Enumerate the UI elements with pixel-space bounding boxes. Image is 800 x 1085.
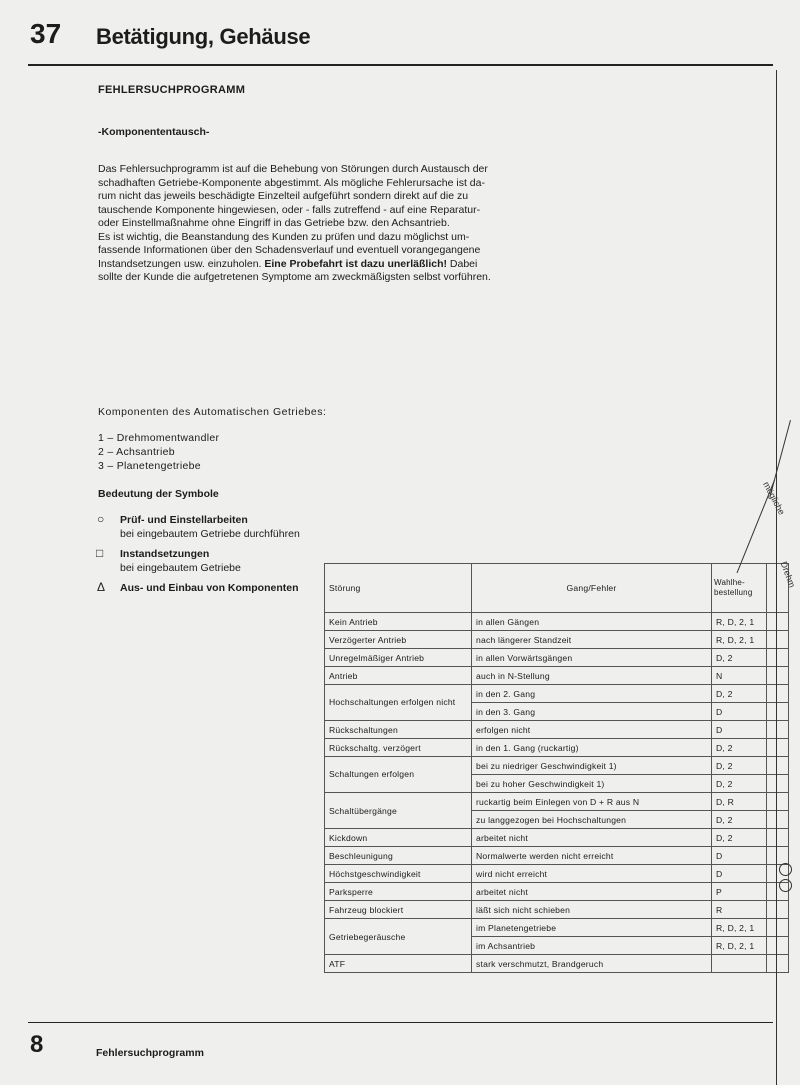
cell-wahl: R, D, 2, 1 xyxy=(712,919,767,937)
cell-gang: läßt sich nicht schieben xyxy=(472,901,712,919)
footer-text: Fehlersuchprogramm xyxy=(96,1047,204,1059)
table-row xyxy=(325,739,789,757)
sub-heading: -Komponententausch- xyxy=(98,126,210,138)
cell-wahl: D, 2 xyxy=(712,739,767,757)
cell-extra xyxy=(767,631,789,649)
cell-wahl: R, D, 2, 1 xyxy=(712,613,767,631)
intro-line: oder Einstellmaßnahme ohne Eingriff in das Getriebe bzw. den Achsantrieb. xyxy=(98,217,450,229)
intro2-line: Es ist wichtig, die Beanstandung des Kunden zu prüfen und dazu möglichst um- xyxy=(98,230,470,243)
cell-wahl: R xyxy=(712,901,767,919)
table-row xyxy=(325,613,789,631)
header-gang: Gang/Fehler xyxy=(472,564,712,613)
cell-wahl: D, 2 xyxy=(712,811,767,829)
cell-wahl: P xyxy=(712,883,767,901)
cell-stoerung: Parksperre xyxy=(325,883,472,901)
intro-paragraph xyxy=(98,163,548,285)
header-stoerung: Störung xyxy=(325,564,472,613)
cell-wahl: D xyxy=(712,703,767,721)
cell-wahl: D xyxy=(712,847,767,865)
cell-gang: stark verschmutzt, Brandgeruch xyxy=(472,955,712,973)
section-number: 37 xyxy=(30,18,62,49)
cell-stoerung: Rückschaltg. verzögert xyxy=(325,739,472,757)
cell-stoerung: Kickdown xyxy=(325,829,472,847)
cell-wahl xyxy=(712,955,767,973)
cell-wahl: D, R xyxy=(712,793,767,811)
cell-extra xyxy=(767,667,789,685)
intro-line: rum nicht das jeweils beschädigte Einzelteil aufgeführt sondern direkt auf die zu xyxy=(98,190,469,202)
main-heading: FEHLERSUCHPROGRAMM xyxy=(98,84,246,96)
table-row xyxy=(325,685,789,703)
cell-stoerung: Verzögerter Antrieb xyxy=(325,631,472,649)
cell-extra xyxy=(767,937,789,955)
cell-stoerung: Schaltungen erfolgen xyxy=(325,757,472,793)
table-row xyxy=(325,883,789,901)
symbols-title: Bedeutung der Symbole xyxy=(98,488,219,500)
table-row xyxy=(325,631,789,649)
cell-wahl: D xyxy=(712,721,767,739)
square-symbol-icon: □ xyxy=(96,546,104,560)
cell-extra xyxy=(767,901,789,919)
table-row xyxy=(325,757,789,775)
cell-gang: arbeitet nicht xyxy=(472,883,712,901)
cell-extra xyxy=(767,721,789,739)
cell-gang: Normalwerte werden nicht erreicht xyxy=(472,847,712,865)
side-label-drehm: Drehm xyxy=(778,560,798,589)
cell-wahl: D, 2 xyxy=(712,775,767,793)
cell-wahl: D, 2 xyxy=(712,649,767,667)
cell-extra xyxy=(767,757,789,775)
cell-gang: bei zu niedriger Geschwindigkeit 1) xyxy=(472,757,712,775)
cell-extra xyxy=(767,775,789,793)
cell-extra xyxy=(767,685,789,703)
cell-stoerung: Getriebegeräusche xyxy=(325,919,472,955)
cell-gang: arbeitet nicht xyxy=(472,829,712,847)
cell-stoerung: ATF xyxy=(325,955,472,973)
cell-gang: auch in N-Stellung xyxy=(472,667,712,685)
table-row xyxy=(325,649,789,667)
cell-gang: in den 3. Gang xyxy=(472,703,712,721)
table-row xyxy=(325,667,789,685)
cell-gang: in allen Vorwärtsgängen xyxy=(472,649,712,667)
symbol-title: Instandsetzungen xyxy=(120,548,210,560)
fault-table xyxy=(324,563,789,973)
page-number: 8 xyxy=(30,1031,44,1058)
intro2-text: Instandsetzungen usw. einzuholen. xyxy=(98,257,265,270)
cell-stoerung: Antrieb xyxy=(325,667,472,685)
symbol-title: Aus- und Einbau von Komponenten xyxy=(120,582,299,594)
symbol-entry-repair xyxy=(120,547,241,575)
cell-stoerung: Kein Antrieb xyxy=(325,613,472,631)
cell-gang: zu langgezogen bei Hochschaltungen xyxy=(472,811,712,829)
cell-stoerung: Hochschaltungen erfolgen nicht xyxy=(325,685,472,721)
fold-line xyxy=(776,70,777,1085)
table-header-row xyxy=(325,564,789,613)
table-row xyxy=(325,865,789,883)
cell-wahl: N xyxy=(712,667,767,685)
symbol-entry-check xyxy=(120,513,300,541)
symbol-title: Prüf- und Einstellarbeiten xyxy=(120,514,248,526)
cell-wahl: D xyxy=(712,865,767,883)
cell-stoerung: Unregelmäßiger Antrieb xyxy=(325,649,472,667)
cell-stoerung: Rückschaltungen xyxy=(325,721,472,739)
table-row xyxy=(325,847,789,865)
header-rule xyxy=(28,64,773,66)
cell-wahl: R, D, 2, 1 xyxy=(712,631,767,649)
cell-stoerung: Fahrzeug blockiert xyxy=(325,901,472,919)
cell-extra xyxy=(767,811,789,829)
components-list xyxy=(98,431,219,473)
cell-gang: in den 1. Gang (ruckartig) xyxy=(472,739,712,757)
cell-extra xyxy=(767,829,789,847)
intro-line: tauschende Komponente hingewiesen, oder - falls zutreffend - auf eine Reparatur- xyxy=(98,203,481,216)
side-label-moegliche: mögliche xyxy=(761,480,787,517)
cell-wahl: D, 2 xyxy=(712,829,767,847)
intro2-line: fassende Informationen über den Schadensverlauf und eventuell vorangegangene xyxy=(98,244,481,256)
cell-gang: wird nicht erreicht xyxy=(472,865,712,883)
symbol-desc: bei eingebautem Getriebe xyxy=(120,562,241,574)
cell-wahl: D, 2 xyxy=(712,757,767,775)
component-item: 3 – Planetengetriebe xyxy=(98,460,201,472)
cell-gang: nach längerer Standzeit xyxy=(472,631,712,649)
table-row xyxy=(325,829,789,847)
cell-extra xyxy=(767,649,789,667)
check-circle-icon xyxy=(779,863,792,876)
symbol-entry-swap xyxy=(120,581,299,595)
cell-stoerung: Höchstgeschwindigkeit xyxy=(325,865,472,883)
components-intro: Komponenten des Automatischen Getriebes: xyxy=(98,406,327,418)
symbol-desc: bei eingebautem Getriebe durchführen xyxy=(120,528,300,540)
intro-line: schadhaften Getriebe-Komponente abgestimmt. Als mögliche Fehlerursache ist da- xyxy=(98,176,485,189)
cell-extra xyxy=(767,919,789,937)
header-wahl: Wahlhe-bestellung xyxy=(712,564,767,613)
table-row xyxy=(325,955,789,973)
cell-extra xyxy=(767,793,789,811)
cell-gang: im Planetengetriebe xyxy=(472,919,712,937)
cell-gang: im Achsantrieb xyxy=(472,937,712,955)
component-item: 1 – Drehmomentwandler xyxy=(98,432,220,444)
probefahrt-emphasis: Eine Probefahrt ist dazu unerläßlich! xyxy=(264,257,447,270)
triangle-symbol-icon: Δ xyxy=(97,580,106,594)
intro2-text: Dabei xyxy=(447,257,478,270)
cell-stoerung: Beschleunigung xyxy=(325,847,472,865)
cell-gang: in den 2. Gang xyxy=(472,685,712,703)
cell-wahl: R, D, 2, 1 xyxy=(712,937,767,955)
footer-rule xyxy=(28,1022,773,1023)
cell-extra xyxy=(767,613,789,631)
section-title: Betätigung, Gehäuse xyxy=(96,24,311,49)
cell-gang: in allen Gängen xyxy=(472,613,712,631)
intro-line: Das Fehlersuchprogramm ist auf die Behebung von Störungen durch Austausch der xyxy=(98,163,488,175)
cell-extra xyxy=(767,703,789,721)
table-row xyxy=(325,721,789,739)
cell-gang: erfolgen nicht xyxy=(472,721,712,739)
cell-wahl: D, 2 xyxy=(712,685,767,703)
table-row xyxy=(325,793,789,811)
table-row xyxy=(325,901,789,919)
cell-extra xyxy=(767,847,789,865)
component-item: 2 – Achsantrieb xyxy=(98,446,175,458)
cell-extra xyxy=(767,955,789,973)
table-row xyxy=(325,919,789,937)
cell-stoerung: Schaltübergänge xyxy=(325,793,472,829)
cell-gang: ruckartig beim Einlegen von D + R aus N xyxy=(472,793,712,811)
cell-gang: bei zu hoher Geschwindigkeit 1) xyxy=(472,775,712,793)
circle-symbol-icon: ○ xyxy=(97,512,105,526)
check-circle-icon xyxy=(779,879,792,892)
cell-extra xyxy=(767,739,789,757)
intro2-line xyxy=(98,258,548,272)
intro2-line: sollte der Kunde die aufgetretenen Symptome am zweckmäßigsten selbst vorführen. xyxy=(98,271,491,283)
